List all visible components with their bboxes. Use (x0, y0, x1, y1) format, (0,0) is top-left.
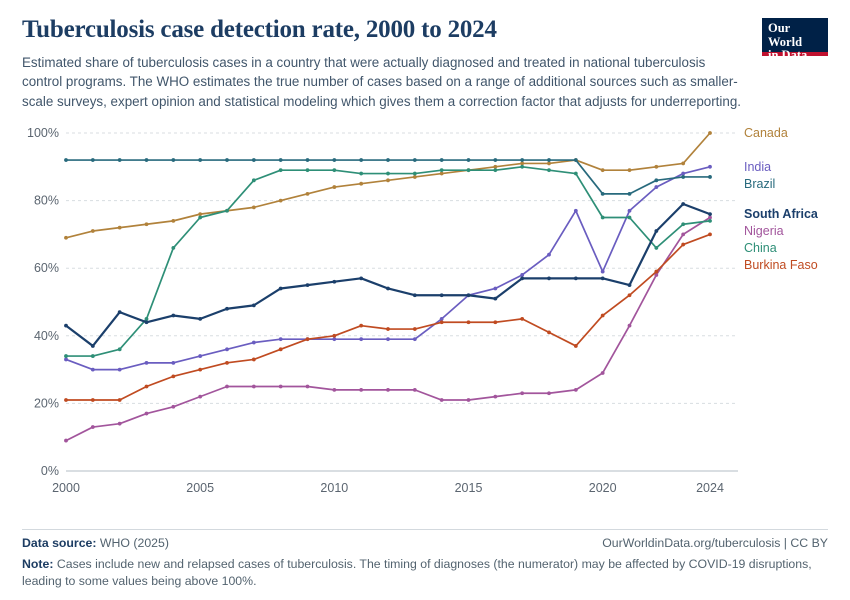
series-point (574, 344, 578, 348)
series-point (467, 168, 471, 172)
series-point (118, 398, 122, 402)
series-point (145, 317, 149, 321)
series-point (413, 388, 417, 392)
data-source-label: Data source: (22, 535, 97, 550)
series-point (252, 158, 256, 162)
series-point (440, 158, 444, 162)
series-point (306, 168, 310, 172)
series-point (64, 236, 68, 240)
series-point (520, 317, 524, 321)
series-point (118, 347, 122, 351)
line-chart[interactable] (22, 125, 828, 505)
series-point (467, 398, 471, 402)
series-point (145, 361, 149, 365)
series-point (493, 168, 497, 172)
series-point (520, 158, 524, 162)
series-point (64, 439, 68, 443)
series-point (279, 347, 283, 351)
series-point (279, 199, 283, 203)
x-axis-tick-label: 2020 (588, 481, 617, 496)
series-point (440, 317, 444, 321)
series-point (306, 385, 310, 389)
series-point (654, 178, 658, 182)
series-point (171, 158, 175, 162)
series-point (654, 185, 658, 189)
series-point (628, 283, 632, 287)
series-point (413, 293, 417, 297)
series-point (252, 304, 256, 308)
series-point (547, 168, 551, 172)
series-point (359, 324, 363, 328)
series-point (225, 209, 229, 213)
y-axis-tick-label: 100% (27, 126, 59, 141)
series-point (654, 246, 658, 250)
series-point (708, 233, 712, 237)
series-label-south-africa[interactable]: South Africa (744, 207, 818, 222)
series-point (440, 168, 444, 172)
series-point (386, 172, 390, 176)
series-point (171, 219, 175, 223)
series-point (547, 277, 551, 281)
note-label: Note: (22, 556, 54, 571)
series-point (332, 158, 336, 162)
series-point (708, 165, 712, 169)
series-point (681, 175, 685, 179)
series-point (332, 334, 336, 338)
series-point (440, 172, 444, 176)
series-point (601, 371, 605, 375)
series-point (654, 165, 658, 169)
series-point (198, 317, 202, 321)
series-point (118, 368, 122, 372)
series-point (91, 368, 95, 372)
series-point (386, 178, 390, 182)
series-point (440, 320, 444, 324)
series-point (681, 233, 685, 237)
series-point (547, 253, 551, 257)
series-point (547, 158, 551, 162)
series-point (440, 398, 444, 402)
chart-subtitle: Estimated share of tuberculosis cases in a country that were actually diagnosed and treated in national tuberculosis control programs. The WHO estimates the true number of cases based on a range of additional sources such as smaller-scale surveys, expert opinion and statistical modeling which gives them a correction factor that adjusts for underreporting. (22, 54, 741, 109)
series-point (332, 280, 336, 284)
series-point (225, 347, 229, 351)
series-point (628, 209, 632, 213)
series-point (413, 327, 417, 331)
series-point (145, 320, 149, 324)
series-point (574, 172, 578, 176)
series-point (198, 354, 202, 358)
series-point (654, 229, 658, 233)
series-point (225, 307, 229, 311)
series-point (547, 331, 551, 335)
series-point (64, 354, 68, 358)
series-point (574, 388, 578, 392)
series-point (198, 212, 202, 216)
series-point (493, 320, 497, 324)
series-point (91, 354, 95, 358)
series-point (413, 337, 417, 341)
series-point (118, 226, 122, 230)
series-point (198, 158, 202, 162)
series-label-nigeria[interactable]: Nigeria (744, 224, 784, 239)
series-point (574, 158, 578, 162)
series-point (171, 375, 175, 379)
series-point (467, 320, 471, 324)
series-point (493, 395, 497, 399)
footer-divider (22, 529, 828, 530)
data-source (22, 536, 169, 550)
series-point (547, 162, 551, 166)
series-point (171, 314, 175, 318)
y-axis-tick-label: 60% (33, 261, 59, 276)
series-point (91, 229, 95, 233)
series-point (574, 277, 578, 281)
series-point (171, 361, 175, 365)
series-point (520, 391, 524, 395)
series-point (145, 385, 149, 389)
series-point (413, 172, 417, 176)
series-point (708, 212, 712, 216)
series-point (279, 158, 283, 162)
series-point (279, 337, 283, 341)
series-point (520, 273, 524, 277)
series-point (493, 297, 497, 301)
series-point (145, 158, 149, 162)
series-point (681, 243, 685, 247)
chart-canvas (22, 125, 828, 505)
series-point (359, 277, 363, 281)
series-point (413, 158, 417, 162)
series-line[interactable] (66, 160, 710, 194)
series-point (171, 246, 175, 250)
series-point (332, 168, 336, 172)
series-point (64, 324, 68, 328)
series-point (467, 158, 471, 162)
series-point (64, 398, 68, 402)
series-label-canada[interactable]: Canada (744, 126, 788, 141)
series-point (467, 293, 471, 297)
series-point (279, 168, 283, 172)
series-point (681, 202, 685, 206)
series-point (628, 324, 632, 328)
series-point (171, 405, 175, 409)
series-point (306, 337, 310, 341)
owid-logo[interactable] (762, 18, 828, 62)
series-point (493, 287, 497, 291)
x-axis-tick-label: 2000 (52, 481, 80, 496)
series-point (359, 182, 363, 186)
y-axis-tick-label: 40% (33, 328, 59, 343)
series-label-india[interactable]: India (744, 159, 772, 174)
series-point (681, 162, 685, 166)
series-point (198, 395, 202, 399)
series-point (225, 361, 229, 365)
series-point (359, 388, 363, 392)
series-point (145, 222, 149, 226)
series-point (601, 277, 605, 281)
series-point (279, 385, 283, 389)
y-axis-tick-label: 80% (33, 193, 59, 208)
series-point (359, 158, 363, 162)
series-point (601, 216, 605, 220)
series-point (198, 216, 202, 220)
series-point (601, 192, 605, 196)
series-point (198, 368, 202, 372)
series-point (386, 337, 390, 341)
series-point (628, 216, 632, 220)
series-point (306, 283, 310, 287)
series-point (91, 344, 95, 348)
series-point (493, 165, 497, 169)
series-point (64, 358, 68, 362)
series-point (252, 178, 256, 182)
series-line[interactable] (66, 133, 710, 238)
series-point (708, 219, 712, 223)
series-point (413, 175, 417, 179)
series-point (64, 158, 68, 162)
series-point (547, 391, 551, 395)
series-point (332, 388, 336, 392)
series-point (708, 131, 712, 135)
series-point (306, 158, 310, 162)
series-point (386, 327, 390, 331)
series-point (225, 385, 229, 389)
series-point (601, 314, 605, 318)
series-point (118, 158, 122, 162)
series-point (332, 337, 336, 341)
series-point (681, 172, 685, 176)
attribution-link[interactable]: OurWorldinData.org/tuberculosis | CC BY (602, 535, 828, 550)
series-label-china[interactable]: China (744, 241, 777, 256)
series-point (520, 277, 524, 281)
series-point (91, 425, 95, 429)
series-point (91, 158, 95, 162)
series-point (252, 358, 256, 362)
series-point (520, 162, 524, 166)
series-point (252, 206, 256, 210)
x-axis-tick-label: 2005 (186, 481, 215, 496)
series-point (386, 287, 390, 291)
series-point (118, 422, 122, 426)
series-point (601, 270, 605, 274)
x-axis-tick-label: 2010 (320, 481, 349, 496)
series-point (252, 385, 256, 389)
series-point (91, 398, 95, 402)
series-point (440, 293, 444, 297)
series-point (225, 158, 229, 162)
y-axis-tick-label: 20% (33, 396, 59, 411)
logo-line-2: in Data (768, 48, 808, 62)
series-point (306, 192, 310, 196)
series-point (359, 172, 363, 176)
series-point (252, 341, 256, 345)
series-label-brazil[interactable]: Brazil (744, 176, 776, 191)
series-point (520, 165, 524, 169)
series-point (681, 222, 685, 226)
series-label-burkina-faso[interactable]: Burkina Faso (744, 258, 818, 273)
series-point (708, 175, 712, 179)
x-axis-tick-label: 2015 (454, 481, 483, 496)
note-value: Cases include new and relapsed cases of tuberculosis. The timing of diagnoses (the numerator) may be affected by COVID-19 disruptions, leading to some values being above 100%. (22, 556, 812, 588)
data-source-value: WHO (2025) (99, 535, 169, 550)
series-point (628, 192, 632, 196)
page-title: Tuberculosis case detection rate, 2000 to 2024 (22, 16, 497, 43)
chart-footer (22, 529, 828, 590)
series-point (386, 158, 390, 162)
x-axis-tick-label: 2024 (696, 481, 724, 496)
series-point (601, 168, 605, 172)
chart-note (22, 556, 812, 590)
series-point (332, 185, 336, 189)
series-point (145, 412, 149, 416)
y-axis-tick-label: 0% (40, 464, 59, 479)
series-point (493, 158, 497, 162)
series-point (628, 293, 632, 297)
series-point (386, 388, 390, 392)
chart-header (22, 16, 828, 111)
series-point (654, 270, 658, 274)
series-point (708, 216, 712, 220)
series-point (279, 287, 283, 291)
series-point (359, 337, 363, 341)
logo-line-1: Our World (768, 21, 803, 49)
series-point (118, 310, 122, 314)
series-point (574, 209, 578, 213)
series-point (628, 168, 632, 172)
